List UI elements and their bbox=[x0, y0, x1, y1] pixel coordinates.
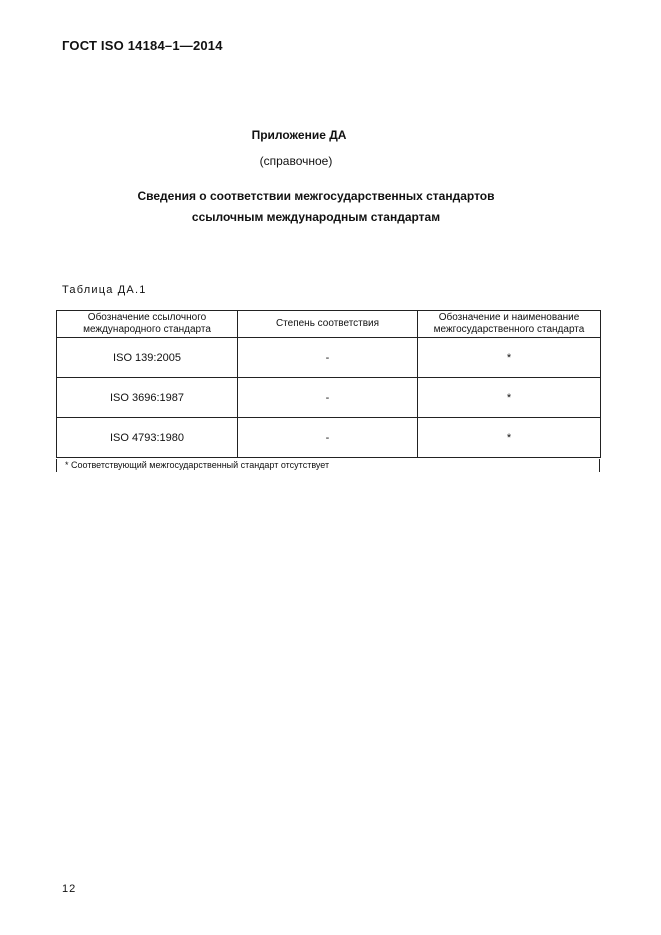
table bbox=[56, 310, 601, 458]
column-header-international bbox=[57, 311, 238, 338]
table-row bbox=[57, 418, 601, 458]
section-heading-line-2: ссылочным международным стандартам bbox=[191, 210, 441, 224]
cell-interstate: * bbox=[418, 378, 601, 418]
cell-international: ISO 139:2005 bbox=[57, 338, 238, 378]
section-heading-line-1: Сведения о соответствии межгосударственных стандартов bbox=[137, 189, 495, 203]
table-header-row bbox=[57, 311, 601, 338]
table-row bbox=[57, 338, 601, 378]
column-header-interstate bbox=[418, 311, 601, 338]
column-header-line: межгосударственного стандарта bbox=[433, 324, 585, 335]
cell-international: ISO 3696:1987 bbox=[57, 378, 238, 418]
table-footnote: * Соответствующий межгосударственный стандарт отсутствует bbox=[56, 459, 600, 472]
page-number: 12 bbox=[62, 883, 77, 895]
column-header-line: международного стандарта bbox=[83, 324, 211, 335]
cell-degree: - bbox=[238, 378, 418, 418]
section-heading bbox=[0, 186, 632, 228]
column-header-degree bbox=[238, 311, 418, 338]
cell-international: ISO 4793:1980 bbox=[57, 418, 238, 458]
column-header-line: Обозначение и наименование bbox=[438, 312, 580, 323]
cell-interstate: * bbox=[418, 338, 601, 378]
appendix-title: Приложение ДА bbox=[251, 128, 347, 142]
table-row bbox=[57, 378, 601, 418]
table-caption: Таблица ДА.1 bbox=[62, 284, 147, 296]
conformity-table bbox=[56, 310, 600, 458]
column-header-line: Обозначение ссылочного bbox=[87, 312, 207, 323]
column-header-line: Степень соответствия bbox=[275, 318, 380, 329]
cell-interstate: * bbox=[418, 418, 601, 458]
document-code: ГОСТ ISO 14184–1—2014 bbox=[62, 38, 223, 53]
cell-degree: - bbox=[238, 338, 418, 378]
cell-degree: - bbox=[238, 418, 418, 458]
appendix-status: (справочное) bbox=[259, 154, 333, 168]
